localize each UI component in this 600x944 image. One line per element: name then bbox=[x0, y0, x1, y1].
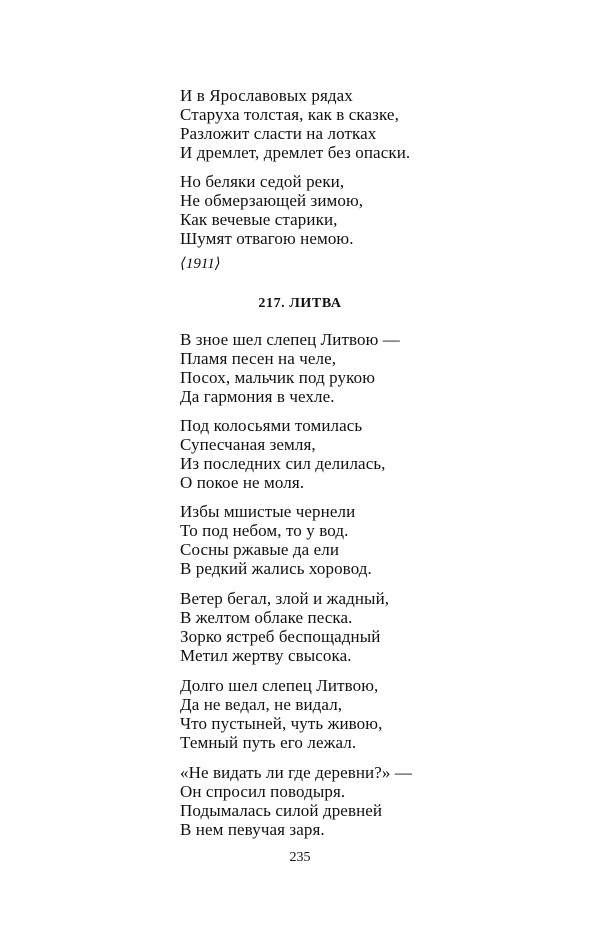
poem-line: Да не ведал, не видал, bbox=[180, 695, 343, 714]
poem-line: Старуха толстая, как в сказке, bbox=[180, 105, 399, 124]
poem-line: В зное шел слепец Литвою — bbox=[180, 330, 400, 349]
poem-line: О покое не моля. bbox=[180, 473, 305, 492]
poem-stanza-3 bbox=[180, 502, 372, 578]
poem-line: Долго шел слепец Литвою, bbox=[180, 676, 379, 695]
prev-poem-stanza-2 bbox=[180, 172, 363, 248]
poem-line: В желтом облаке песка. bbox=[180, 608, 353, 627]
poem-line: Как вечевые старики, bbox=[180, 210, 338, 229]
poem-line: Сосны ржавые да ели bbox=[180, 540, 340, 559]
poem-line: И в Ярославовых рядах bbox=[180, 86, 353, 105]
poem-stanza-2 bbox=[180, 416, 386, 492]
poem-line: Не обмерзающей зимою, bbox=[180, 191, 364, 210]
poem-line: Шумят отвагою немою. bbox=[180, 229, 354, 248]
poem-line: Избы мшистые чернели bbox=[180, 502, 356, 521]
poem-line: Под колосьями томилась bbox=[180, 416, 363, 435]
poem-line: Темный путь его лежал. bbox=[180, 733, 357, 752]
poem-line: Супесчаная земля, bbox=[180, 435, 316, 454]
poem-line: «Не видать ли где деревни?» — bbox=[180, 763, 412, 782]
poem-stanza-1 bbox=[180, 330, 400, 406]
poem-line: Он спросил поводыря. bbox=[180, 782, 346, 801]
poem-line: Ветер бегал, злой и жадный, bbox=[180, 589, 390, 608]
poem-title: 217. ЛИТВА bbox=[258, 296, 342, 311]
poem-line: То под небом, то у вод. bbox=[180, 521, 349, 540]
poem-stanza-5 bbox=[180, 676, 382, 752]
poem-line: В редкий жались хоровод. bbox=[180, 559, 372, 578]
poem-line: Метил жертву свысока. bbox=[180, 646, 352, 665]
poem-line: Разложит сласти на лотках bbox=[180, 124, 377, 143]
page-number: 235 bbox=[289, 850, 311, 865]
poem-line: Да гармония в чехле. bbox=[180, 387, 335, 406]
poem-date: ⟨1911⟩ bbox=[180, 256, 221, 272]
poem-line: Подымалась силой древней bbox=[180, 801, 383, 820]
poem-line: В нем певучая заря. bbox=[180, 820, 325, 839]
poem-line: Пламя песен на челе, bbox=[180, 349, 337, 368]
poem-stanza-4 bbox=[180, 589, 389, 665]
poem-line: И дремлет, дремлет без опаски. bbox=[180, 143, 411, 162]
poem-line: Но беляки седой реки, bbox=[180, 172, 345, 191]
poem-stanza-6 bbox=[180, 763, 412, 839]
poem-line: Посох, мальчик под рукою bbox=[180, 368, 376, 387]
poem-line: Что пустыней, чуть живою, bbox=[180, 714, 383, 733]
poem-line: Зорко ястреб беспощадный bbox=[180, 627, 381, 646]
poem-line: Из последних сил делилась, bbox=[180, 454, 386, 473]
prev-poem-stanza-1 bbox=[180, 86, 410, 162]
